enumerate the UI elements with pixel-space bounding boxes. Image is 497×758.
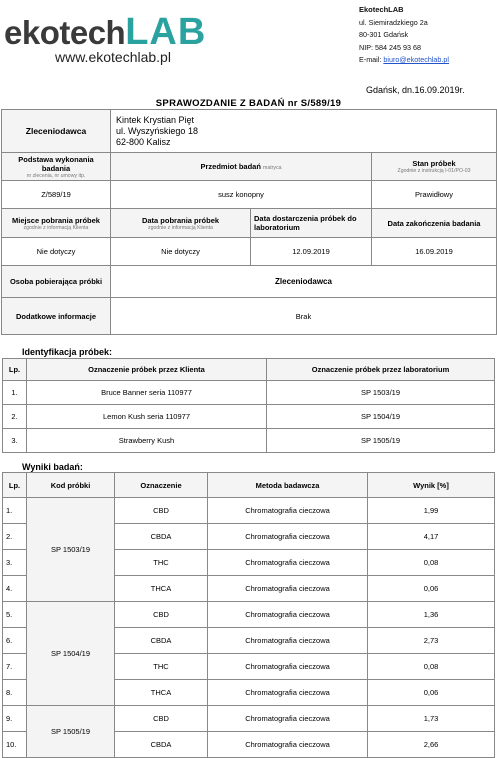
id-col-lab: Oznaczenie próbek przez laboratorium: [267, 359, 495, 381]
client-row: [2, 110, 497, 153]
res-method: Chromatografia cieczowa: [208, 680, 368, 706]
res-value: 0,06: [368, 680, 495, 706]
dates-header-row: [2, 209, 497, 238]
date-collect-label-cell: [111, 209, 251, 238]
res-value: 0,08: [368, 654, 495, 680]
res-value: 0,06: [368, 576, 495, 602]
collector-row: [2, 266, 497, 298]
additional-label: Dodatkowe informacje: [2, 298, 111, 335]
results-header-row: [3, 473, 495, 498]
table-row: [3, 602, 495, 628]
subject-label: Przedmiot badań: [200, 162, 261, 171]
res-lp: 10.: [3, 732, 27, 758]
basis-label-cell: [2, 153, 111, 181]
identification-table: [2, 358, 495, 453]
res-method: Chromatografia cieczowa: [208, 550, 368, 576]
id-lp: 1.: [3, 381, 27, 405]
res-marking: THC: [115, 654, 208, 680]
client-street: ul. Wyszyńskiego 18: [116, 125, 198, 136]
email-link[interactable]: biuro@ekotechlab.pl: [383, 55, 450, 64]
res-value: 1,36: [368, 602, 495, 628]
res-marking: CBDA: [115, 732, 208, 758]
date-end-value: 16.09.2019: [372, 238, 497, 266]
id-lp: 3.: [3, 429, 27, 453]
res-value: 2,73: [368, 628, 495, 654]
table-row: [3, 498, 495, 524]
basis-sublabel: nr zlecenia, nr umowy itp.: [26, 172, 86, 179]
res-col-code: Kod próbki: [27, 473, 115, 498]
additional-value: Brak: [111, 298, 497, 335]
state-label: Stan próbek: [412, 159, 456, 168]
res-marking: CBDA: [115, 524, 208, 550]
basis-value-row: [2, 181, 497, 209]
res-marking: THC: [115, 550, 208, 576]
res-value: 2,66: [368, 732, 495, 758]
res-lp: 4.: [3, 576, 27, 602]
id-lab-code: SP 1505/19: [267, 429, 495, 453]
res-col-marking: Oznaczenie: [115, 473, 208, 498]
res-method: Chromatografia cieczowa: [208, 524, 368, 550]
logo-accent-text: LAB: [125, 11, 207, 53]
email-label: E-mail:: [359, 55, 382, 64]
res-lp: 6.: [3, 628, 27, 654]
dates-value-row: [2, 238, 497, 266]
identification-header-row: [3, 359, 495, 381]
website-link[interactable]: www.ekotechlab.pl: [55, 49, 171, 65]
res-method: Chromatografia cieczowa: [208, 732, 368, 758]
date-collect-label: Data pobrania próbek: [141, 215, 220, 225]
res-lp: 9.: [3, 706, 27, 732]
table-row: [3, 381, 495, 405]
date-collect-value: Nie dotyczy: [111, 238, 251, 266]
res-value: 0,08: [368, 550, 495, 576]
client-value: [111, 110, 497, 153]
report-title: SPRAWOZDANIE Z BADAŃ nr S/589/19: [155, 98, 342, 109]
res-method: Chromatografia cieczowa: [208, 602, 368, 628]
company-address-block: [359, 4, 449, 67]
basis-label: Podstawa wykonania badania: [18, 154, 94, 173]
res-value: 4,17: [368, 524, 495, 550]
res-marking: THCA: [115, 680, 208, 706]
client-name: Kintek Krystian Pięt: [116, 114, 195, 125]
collector-label: Osoba pobierająca próbki: [2, 266, 111, 298]
res-method: Chromatografia cieczowa: [208, 498, 368, 524]
place-value: Nie dotyczy: [2, 238, 111, 266]
res-col-lp: Lp.: [3, 473, 27, 498]
place-sublabel: zgodnie z informacją Klienta: [23, 224, 89, 231]
place-label-cell: [2, 209, 111, 238]
company-nip: NIP: 584 245 93 68: [359, 42, 421, 52]
id-lp: 2.: [3, 405, 27, 429]
collector-value: Zleceniodawca: [111, 266, 497, 298]
results-title: Wyniki badań:: [22, 462, 83, 472]
res-marking: CBDA: [115, 628, 208, 654]
place-label: Miejsce pobrania próbek: [12, 215, 100, 225]
res-lp: 2.: [3, 524, 27, 550]
subject-sublabel: matryca: [263, 165, 282, 171]
identification-title: Identyfikacja próbek:: [22, 347, 113, 357]
client-city: 62-800 Kalisz: [116, 136, 171, 147]
date-end-label: Data zakończenia badania: [372, 209, 497, 238]
res-col-result: Wynik [%]: [368, 473, 495, 498]
basis-header-row: [2, 153, 497, 181]
company-logo: [4, 11, 207, 53]
info-table: [1, 109, 497, 335]
res-marking: CBD: [115, 602, 208, 628]
res-sample-code: SP 1503/19: [27, 498, 115, 602]
place-date: Gdańsk, dn.16.09.2019r.: [366, 85, 465, 95]
id-client-code: Lemon Kush seria 110977: [27, 405, 267, 429]
res-method: Chromatografia cieczowa: [208, 654, 368, 680]
table-row: [3, 429, 495, 453]
subject-value: susz konopny: [111, 181, 372, 209]
id-client-code: Strawberry Kush: [27, 429, 267, 453]
additional-row: [2, 298, 497, 335]
logo-main-text: ekotech: [4, 14, 126, 51]
state-sublabel: Zgodnie z instrukcją I-01/PO-03: [397, 168, 471, 174]
subject-label-cell: [111, 153, 372, 181]
res-method: Chromatografia cieczowa: [208, 576, 368, 602]
res-method: Chromatografia cieczowa: [208, 706, 368, 732]
id-col-client: Oznaczenie próbek przez Klienta: [27, 359, 267, 381]
id-col-lp: Lp.: [3, 359, 27, 381]
company-city: 80-301 Gdańsk: [359, 30, 409, 39]
date-delivery-label: Data dostarczenia próbek do laboratorium: [251, 209, 372, 238]
res-lp: 7.: [3, 654, 27, 680]
res-marking: THCA: [115, 576, 208, 602]
res-sample-code: SP 1504/19: [27, 602, 115, 706]
res-marking: CBD: [115, 498, 208, 524]
company-street: ul. Siemiradzkiego 2a: [359, 17, 428, 27]
table-row: [3, 405, 495, 429]
res-lp: 8.: [3, 680, 27, 706]
client-label: Zleceniodawca: [2, 110, 111, 153]
state-label-cell: [372, 153, 497, 181]
company-name: EkotechLAB: [359, 5, 404, 14]
res-sample-code: SP 1505/19: [27, 706, 115, 758]
table-row: [3, 706, 495, 732]
results-table: [2, 472, 495, 758]
res-method: Chromatografia cieczowa: [208, 628, 368, 654]
res-col-method: Metoda badawcza: [208, 473, 368, 498]
id-client-code: Bruce Banner seria 110977: [27, 381, 267, 405]
res-marking: CBD: [115, 706, 208, 732]
state-value: Prawidłowy: [372, 181, 497, 209]
company-email-line: [359, 54, 449, 67]
res-lp: 1.: [3, 498, 27, 524]
res-lp: 3.: [3, 550, 27, 576]
basis-value: Z/589/19: [2, 181, 111, 209]
id-lab-code: SP 1503/19: [267, 381, 495, 405]
res-value: 1,73: [368, 706, 495, 732]
res-value: 1,99: [368, 498, 495, 524]
date-collect-sublabel: zgodnie z informacją Klienta: [148, 224, 213, 231]
res-lp: 5.: [3, 602, 27, 628]
id-lab-code: SP 1504/19: [267, 405, 495, 429]
date-delivery-value: 12.09.2019: [251, 238, 372, 266]
